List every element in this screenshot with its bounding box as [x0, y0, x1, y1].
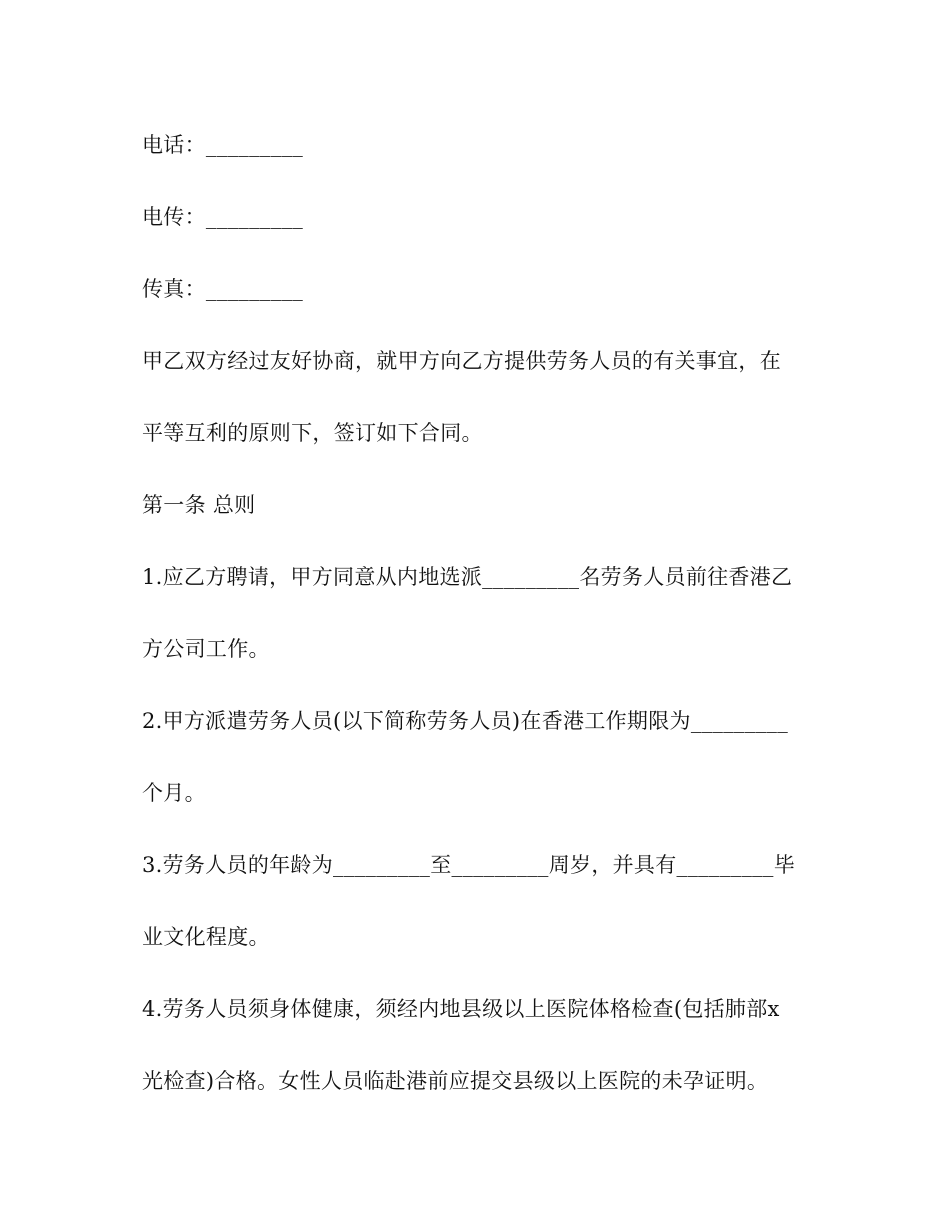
clause-2-line-2: 个月。: [142, 781, 206, 805]
preamble-line-2: 平等互利的原则下，签订如下合同。: [142, 421, 483, 445]
clause-3-line-1: 3.劳务人员的年龄为_________至_________周岁，并具有_________毕: [142, 853, 796, 877]
telex-line: 电传：_________: [142, 205, 304, 229]
preamble-line-1: 甲乙双方经过友好协商，就甲方向乙方提供劳务人员的有关事宜，在: [142, 349, 781, 373]
clause-1-line-2: 方公司工作。: [142, 637, 270, 661]
article-heading: 第一条 总则: [142, 493, 256, 517]
clause-2-line-1: 2.甲方派遣劳务人员(以下简称劳务人员)在香港工作期限为_________: [142, 709, 789, 733]
clause-4-line-1: 4.劳务人员须身体健康，须经内地县级以上医院体格检查(包括肺部x: [142, 997, 780, 1021]
clause-3-line-2: 业文化程度。: [142, 925, 270, 949]
fax-line: 传真：_________: [142, 277, 304, 301]
clause-4-line-2: 光检查)合格。女性人员临赴港前应提交县级以上医院的未孕证明。: [142, 1069, 769, 1093]
clause-1-line-1: 1.应乙方聘请，甲方同意从内地选派_________名劳务人员前往香港乙: [142, 565, 793, 589]
phone-line: 电话：_________: [142, 133, 304, 157]
